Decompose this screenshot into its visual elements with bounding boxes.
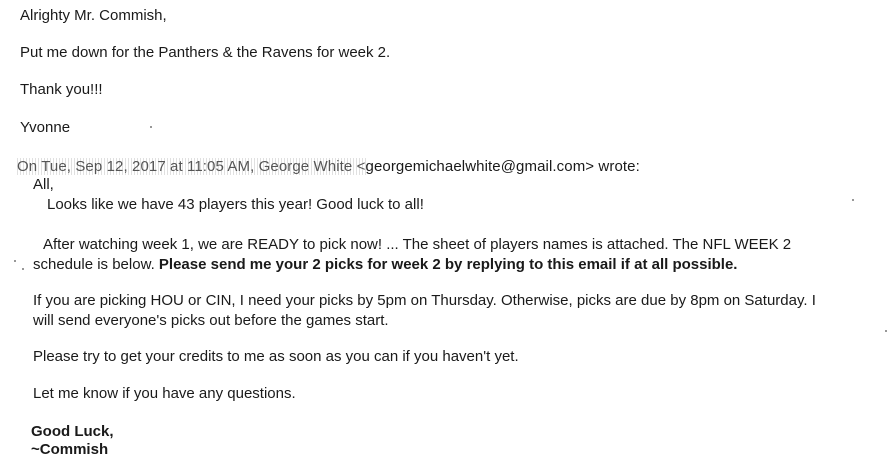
reply-greeting: Alrighty Mr. Commish, bbox=[20, 7, 167, 24]
quoted-header-prefix: On Tue, Sep 12, 2017 at 11:05 AM, George White < bbox=[17, 158, 366, 175]
reply-thanks: Thank you!!! bbox=[20, 81, 103, 98]
quoted-closing: Good Luck, bbox=[31, 423, 114, 440]
quoted-sign: ~Commish bbox=[31, 441, 109, 458]
scan-speck bbox=[14, 260, 16, 262]
scan-speck bbox=[885, 330, 887, 332]
quoted-paragraph-2-bold: Please send me your 2 picks for week 2 by replying to this email if at all possible. bbox=[158, 256, 738, 273]
reply-signature: Yvonne bbox=[20, 119, 71, 136]
quoted-paragraph-2-line-2 bbox=[33, 256, 737, 274]
quoted-paragraph-3-line-1: If you are picking HOU or CIN, I need your picks by 5pm on Thursday. Otherwise, picks are due by 8pm on Saturday. I bbox=[33, 292, 816, 309]
quoted-paragraph-1: Looks like we have 43 players this year! Good luck to all! bbox=[47, 196, 424, 213]
quoted-paragraph-5: Let me know if you have any questions. bbox=[33, 385, 296, 402]
reply-body: Put me down for the Panthers & the Ravens for week 2. bbox=[20, 44, 391, 61]
quoted-header bbox=[17, 158, 640, 176]
scan-speck bbox=[22, 268, 24, 270]
scan-speck bbox=[150, 126, 152, 128]
quoted-paragraph-3-line-2: will send everyone's picks out before the games start. bbox=[33, 312, 389, 329]
quoted-header-suffix: > wrote: bbox=[585, 158, 640, 175]
quoted-paragraph-2-line-1: After watching week 1, we are READY to pick now! ... The sheet of players names is attached. The NFL WEEK 2 bbox=[43, 236, 792, 253]
scan-speck bbox=[852, 199, 854, 201]
quoted-paragraph-4: Please try to get your credits to me as soon as you can if you haven't yet. bbox=[33, 348, 519, 365]
quoted-paragraph-2-plain: schedule is below. bbox=[33, 256, 159, 273]
quoted-header-email[interactable]: georgemichaelwhite@gmail.com bbox=[365, 158, 586, 175]
quoted-salutation: All, bbox=[33, 176, 54, 193]
